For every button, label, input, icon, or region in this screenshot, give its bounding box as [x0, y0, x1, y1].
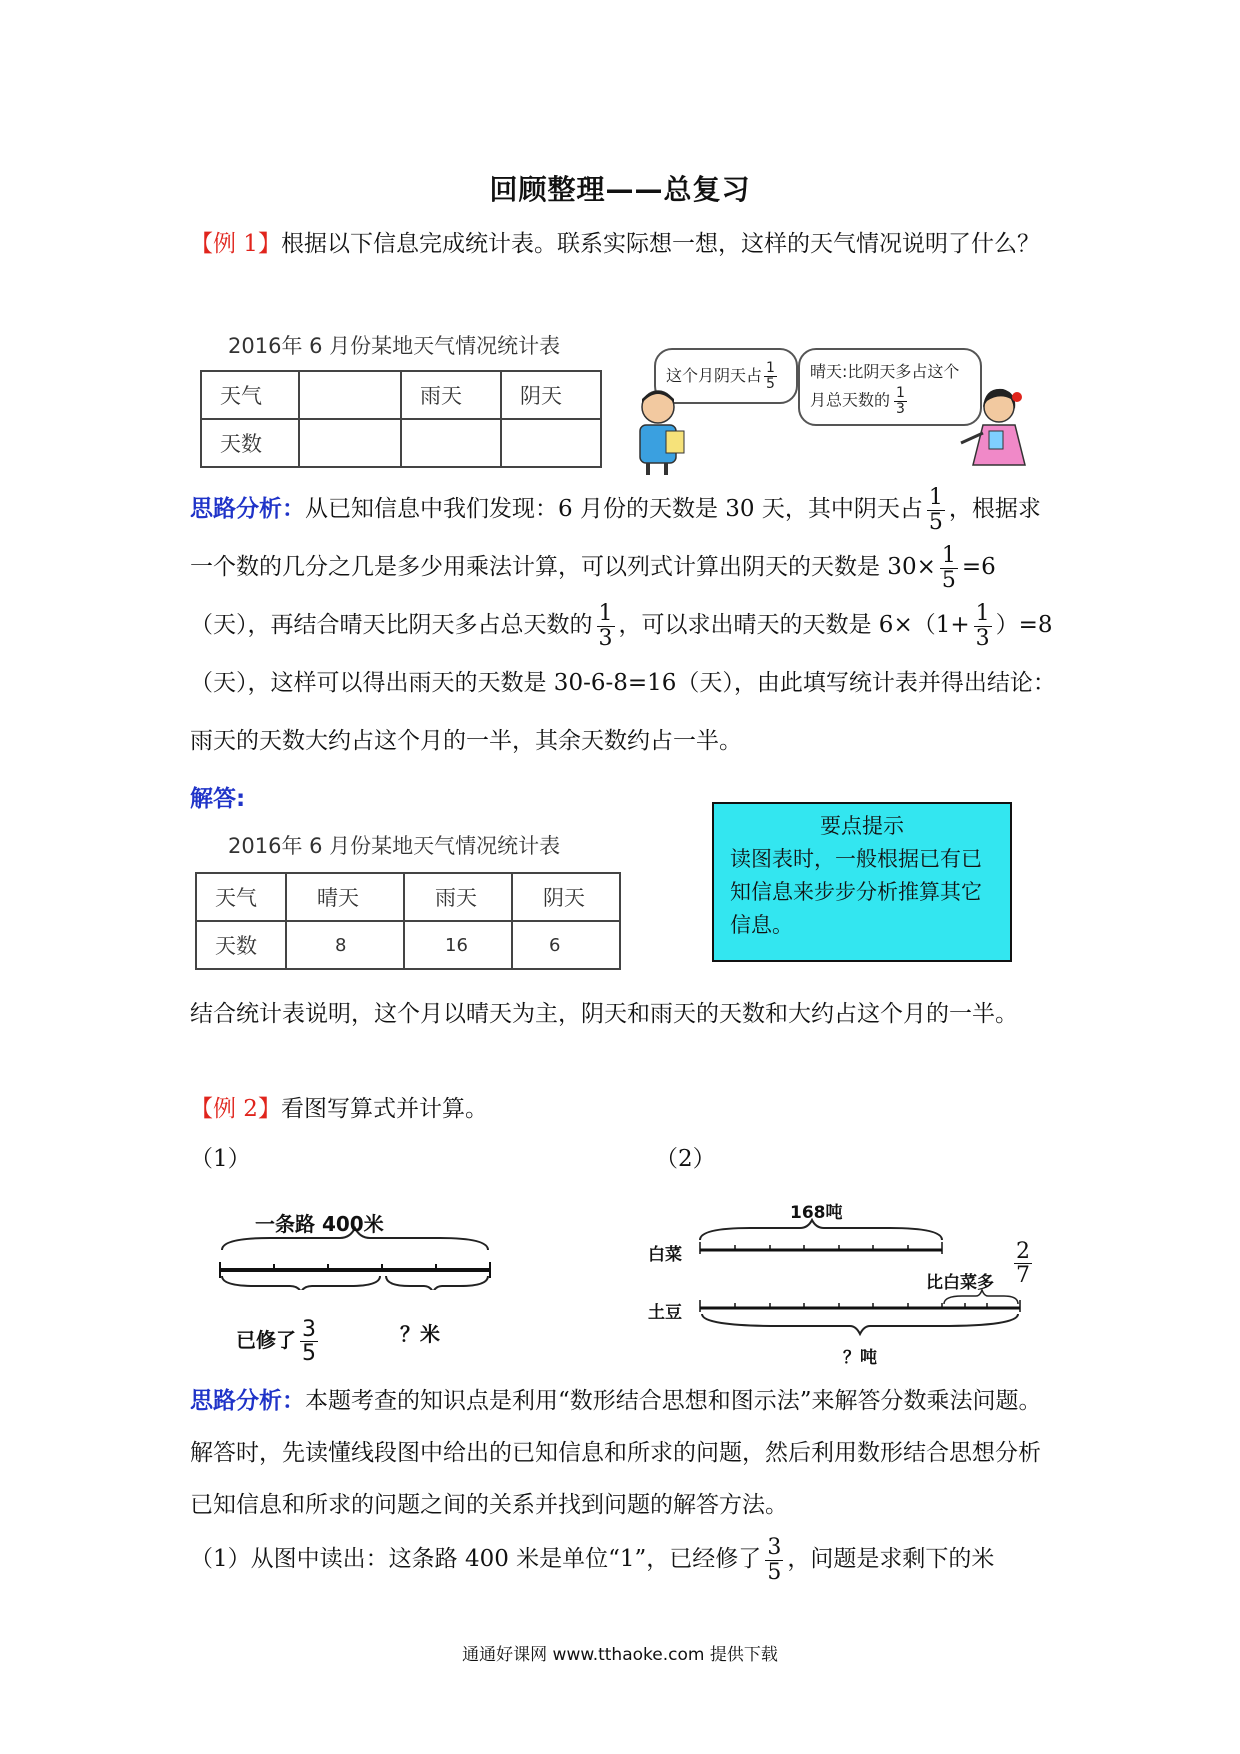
diagram-2-potato-label: 土豆 [648, 1303, 682, 1323]
answer-stat-table [195, 872, 621, 970]
fraction: $\frac{3}{5}$ [302, 1317, 316, 1367]
example-2-solution-1: （1）从图中读出：这条路 400 米是单位“1”，已经修了 $\frac{3}{5}$ ，问题是求剩下的米 [190, 1535, 995, 1585]
example-1-question [190, 215, 1060, 273]
table-row [201, 371, 601, 419]
analysis-label: 思路分析： [190, 496, 305, 522]
sub-problem-2-label: （2） [655, 1146, 716, 1172]
bubble-right-line1: 晴天:比阴天多占这个 [810, 362, 960, 381]
fraction: $\frac{1}{5}$ [928, 485, 943, 535]
table-cell: 天数 [196, 921, 286, 969]
table-cell: 天数 [201, 419, 299, 467]
diagram-1-repaired-label: 已修了 $\frac{3}{5}$ [236, 1317, 316, 1367]
table-cell: 6 [512, 921, 620, 969]
analysis-text: ）=8（天），这样可以得出雨天的天数是 30-6-8=16（天），由此填写统计表并得出结论：雨天的天数大约占这个月的一半，其余天数约占一半。 [190, 612, 1056, 754]
table-cell [401, 419, 501, 467]
example-2-tag: 【例 2】 [190, 1096, 281, 1122]
table-row [201, 419, 601, 467]
fraction: $\frac{3}{5}$ [767, 1535, 782, 1585]
table-cell [299, 371, 401, 419]
fraction: $\frac{1}{3}$ [896, 385, 905, 417]
stat-table-caption: 2016年 6 月份某地天气情况统计表 [228, 334, 561, 358]
analysis-label: 思路分析： [190, 1388, 305, 1414]
table-row [196, 873, 620, 921]
example-2-text: 看图写算式并计算。 [280, 1096, 488, 1122]
example-1-analysis [190, 480, 1060, 770]
fraction: $\frac{2}{7}$ [1016, 1239, 1030, 1289]
example-1-text: 根据以下信息完成统计表。联系实际想一想，这样的天气情况说明了什么？ [280, 231, 1040, 257]
table-cell [501, 419, 601, 467]
analysis-text: 从已知信息中我们发现：6 月份的天数是 30 天，其中阴天占 [305, 496, 923, 522]
analysis-text: =6（天），再结合晴天比阴天多占总天数的 [190, 554, 996, 638]
table-cell: 天气 [196, 873, 286, 921]
page-footer: 通通好课网 www.tthaoke.com 提供下载 [462, 1645, 778, 1665]
bubble-right-line2: 月总天数的 [810, 390, 891, 410]
table-cell: 雨天 [401, 371, 501, 419]
sub-problem-1-label: （1） [190, 1146, 251, 1172]
table-cell: 晴天 [286, 873, 404, 921]
page-title: 回顾整理——总复习 [489, 173, 751, 206]
table-row [196, 921, 620, 969]
answer-table-caption: 2016年 6 月份某地天气情况统计表 [228, 834, 561, 858]
example-1-tag: 【例 1】 [190, 231, 281, 257]
blank-stat-table [200, 370, 602, 468]
diagram-2-cabbage-label: 白菜 [648, 1245, 682, 1265]
fraction: $\frac{1}{5}$ [941, 543, 956, 593]
diagram-2-fraction [1010, 1240, 1036, 1287]
table-cell: 8 [286, 921, 404, 969]
analysis-text: ，可以求出晴天的天数是 6×（1+ [618, 612, 970, 638]
answer-label: 解答: [190, 786, 246, 812]
tip-title: 要点提示 [820, 814, 904, 838]
table-cell: 天气 [201, 371, 299, 419]
table-cell [299, 419, 401, 467]
table-cell: 阴天 [512, 873, 620, 921]
fraction: $\frac{1}{3}$ [598, 601, 613, 651]
diagram-1-total-label: 一条路 400米 [255, 1212, 384, 1236]
girl-figure-icon [955, 385, 1035, 475]
analysis-text: ，根据求一个数的几分之几是多少用乘法计算，可以列式计算出阴天的天数是 30× [190, 496, 1041, 580]
analysis-text: 本题考查的知识点是利用“数形结合思想和图示法”来解答分数乘法问题。解答时，先读懂线段图中给出的已知信息和所求的问题，然后利用数形结合思想分析已知信息和所求的问题之间的关系并找到问题的解答方法。 [190, 1388, 1042, 1518]
boy-figure-icon [620, 385, 700, 475]
table-cell: 阴天 [501, 371, 601, 419]
bubble-left-text: 这个月阴天占 [666, 366, 763, 385]
key-point-tip-box [712, 802, 1012, 962]
diagram-2-cabbage-total-label: 168吨 [790, 1203, 843, 1223]
table-cell: 16 [404, 921, 512, 969]
table-cell: 雨天 [404, 873, 512, 921]
diagram-2-unknown-label: ？吨 [843, 1348, 877, 1368]
fraction: $\frac{1}{5}$ [766, 360, 775, 392]
example-1-conclusion: 结合统计表说明，这个月以晴天为主，阴天和雨天的天数和大约占这个月的一半。 [190, 1001, 1018, 1027]
fraction: $\frac{1}{3}$ [975, 601, 990, 651]
tip-body: 读图表时，一般根据已有已知信息来步步分析推算其它信息。 [730, 847, 982, 937]
diagram-1-unknown-label: ？米 [400, 1322, 440, 1346]
example-2-analysis [190, 1375, 1060, 1531]
diagram-2-more-label: 比白菜多 [926, 1273, 994, 1293]
